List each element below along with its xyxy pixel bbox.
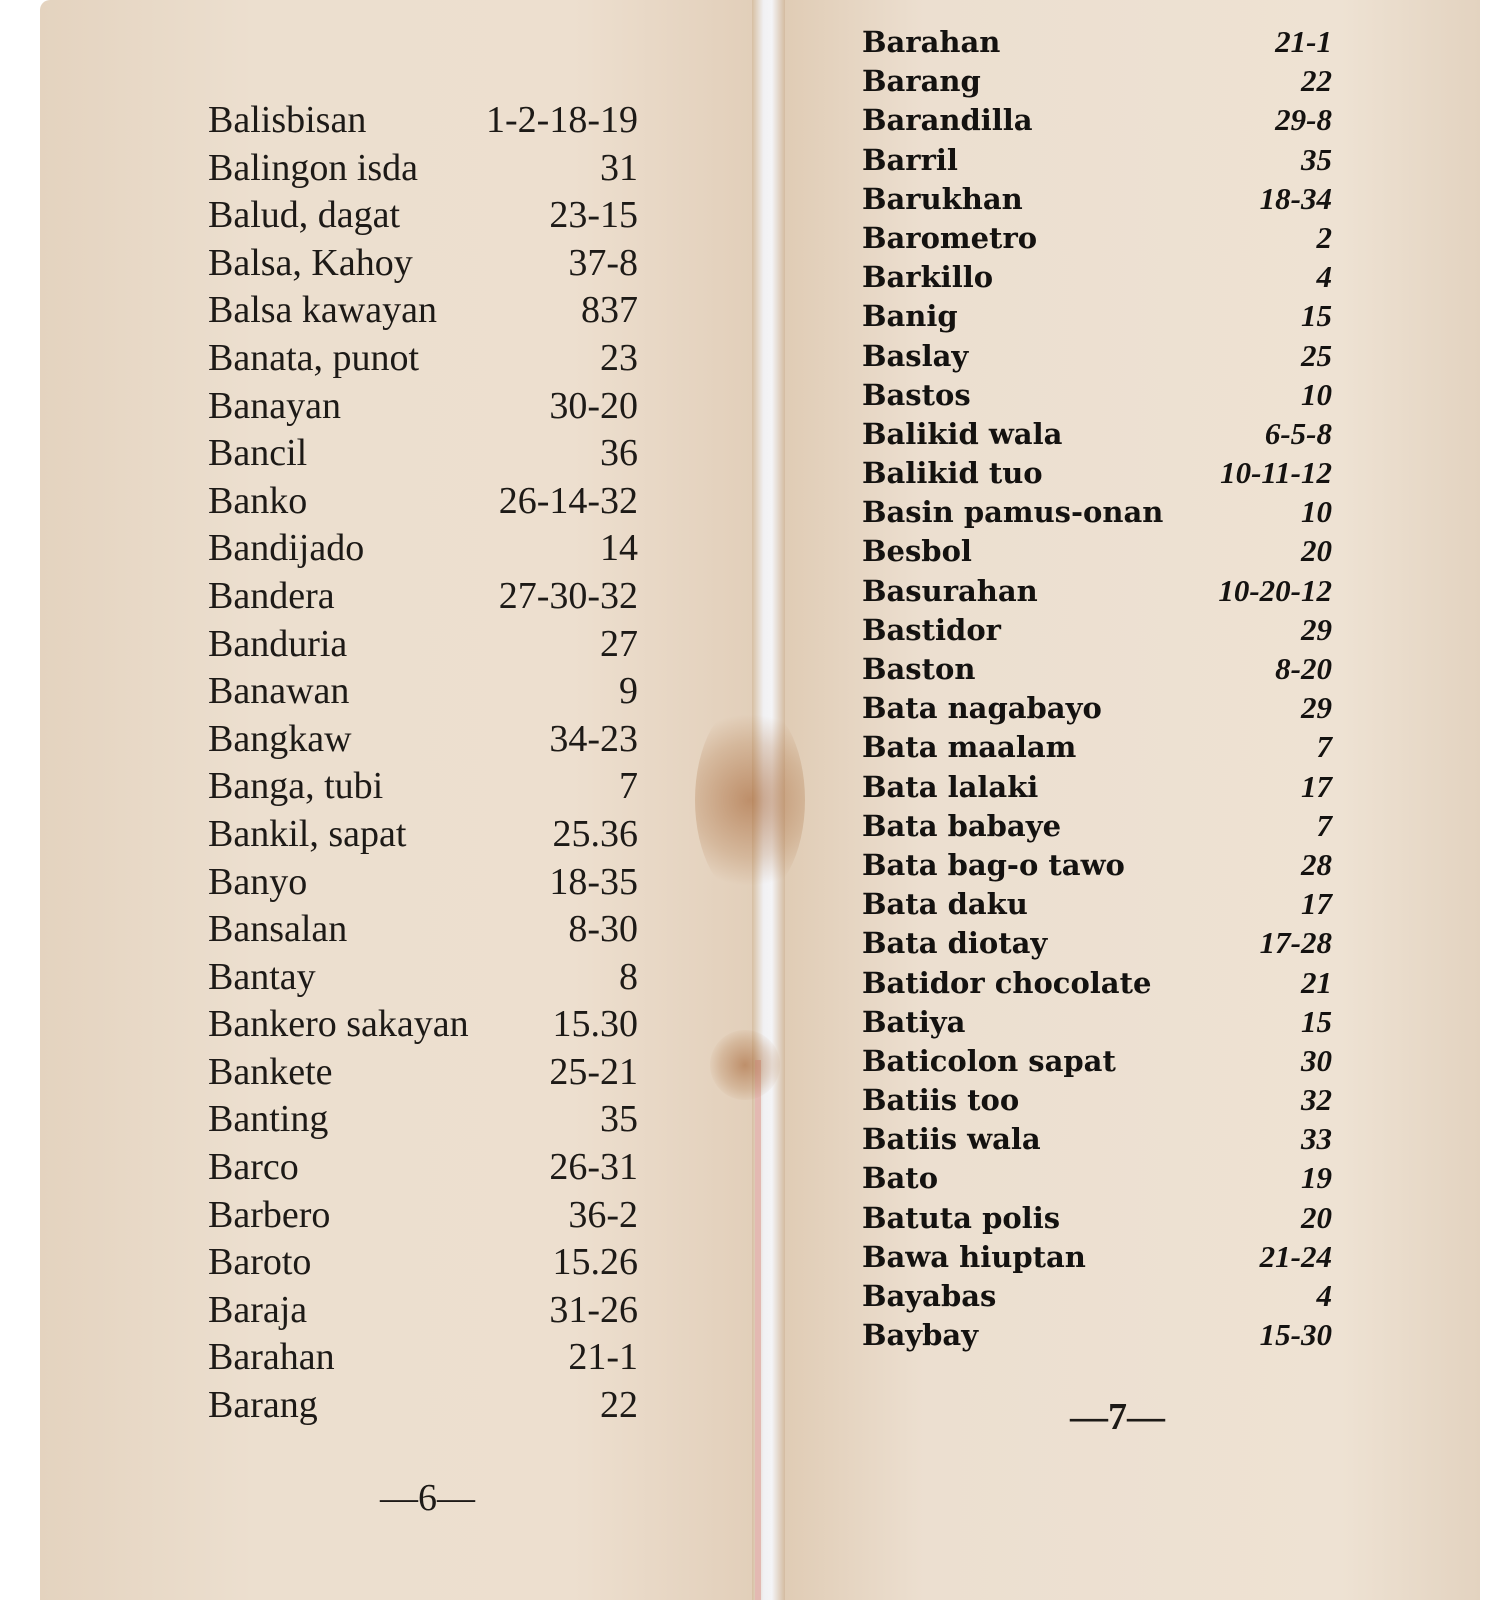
index-term: Baroto: [208, 1241, 312, 1284]
index-term: Bata bag-o tawo: [862, 847, 1125, 882]
index-entry: [862, 220, 1332, 259]
index-term: Bangkaw: [208, 717, 352, 760]
index-page-refs: 32: [1301, 1082, 1332, 1118]
index-term: Banata, punot: [208, 336, 420, 379]
index-term: Banting: [208, 1098, 329, 1141]
index-entry: [208, 479, 638, 527]
index-page-refs: 10-20-12: [1218, 572, 1332, 608]
index-term: Bata maalam: [862, 730, 1077, 765]
index-entry: [208, 1335, 638, 1383]
index-entry: [862, 965, 1332, 1004]
index-page-refs: 15.30: [552, 1003, 638, 1046]
index-entry: [862, 573, 1332, 612]
index-entry: [862, 1004, 1332, 1043]
index-entry: [208, 1240, 638, 1288]
index-page-refs: 25.36: [552, 812, 638, 855]
index-entry: [862, 808, 1332, 847]
index-entry: [862, 181, 1332, 220]
index-page-refs: 23: [600, 336, 638, 379]
index-term: Balsa, Kahoy: [208, 241, 413, 284]
index-entry: [208, 764, 638, 812]
stain-mark: [710, 1030, 780, 1100]
index-entry: [208, 669, 638, 717]
index-term: Baston: [862, 652, 976, 686]
index-page-refs: 37-8: [568, 241, 638, 284]
index-term: Banayan: [208, 384, 341, 427]
index-entry: [862, 925, 1332, 964]
index-entry: [862, 729, 1332, 768]
index-page-refs: 36: [600, 432, 638, 475]
index-entry: [208, 1383, 638, 1431]
index-page-refs: 6-5-8: [1264, 415, 1332, 451]
index-page-refs: 23-15: [549, 194, 638, 237]
index-page-refs: 15: [1301, 298, 1332, 334]
index-term: Batidor chocolate: [862, 965, 1152, 1000]
index-entry: [862, 1200, 1332, 1239]
index-term: Bantay: [208, 955, 316, 998]
index-page-refs: 25-21: [549, 1050, 638, 1093]
index-term: Baraja: [208, 1288, 308, 1331]
index-entry: [862, 1317, 1332, 1356]
index-term: Batuta polis: [862, 1200, 1061, 1235]
index-page-refs: 27-30-32: [498, 574, 638, 617]
spine-binding-thread: [755, 1060, 761, 1600]
index-entry: [208, 98, 638, 146]
index-page-refs: 21-24: [1259, 1238, 1332, 1274]
index-entry: [862, 690, 1332, 729]
index-term: Bawa hiuptan: [862, 1239, 1086, 1274]
index-page-refs: 21: [1301, 964, 1332, 1000]
index-term: Bastidor: [862, 612, 1001, 647]
index-entry: [862, 1160, 1332, 1199]
index-entry: [862, 1082, 1332, 1121]
index-page-refs: 837: [581, 289, 638, 332]
index-term: Banawan: [208, 670, 350, 713]
index-entry: [208, 526, 638, 574]
index-page-refs: 30-20: [549, 384, 638, 427]
index-entry: [862, 533, 1332, 572]
index-entry: [862, 455, 1332, 494]
index-term: Baybay: [862, 1318, 979, 1353]
index-entry: [862, 612, 1332, 651]
index-term: Balikid tuo: [862, 456, 1043, 491]
index-entry: [862, 298, 1332, 337]
index-term: Basurahan: [862, 573, 1038, 608]
index-page-refs: 8: [619, 955, 638, 998]
index-entry: [862, 338, 1332, 377]
index-term: Banga, tubi: [208, 765, 384, 808]
index-term: Bata babaye: [862, 808, 1062, 843]
index-entry: [208, 1145, 638, 1193]
index-page-refs: 17: [1301, 768, 1332, 804]
index-term: Bata diotay: [862, 926, 1048, 961]
index-page-refs: 4: [1316, 1278, 1332, 1313]
index-term: Barang: [862, 64, 981, 99]
index-term: Bata nagabayo: [862, 691, 1102, 726]
index-page-refs: 20: [1301, 1199, 1332, 1235]
index-term: Bandijado: [208, 527, 365, 570]
index-term: Bastos: [862, 377, 971, 412]
index-page-refs: 25: [1301, 337, 1332, 373]
index-entry: [208, 384, 638, 432]
index-entry: [862, 1278, 1332, 1317]
index-entry: [862, 416, 1332, 455]
index-page-refs: 35: [1301, 141, 1332, 177]
index-entry: [208, 1050, 638, 1098]
index-term: Baticolon sapat: [862, 1043, 1116, 1078]
index-page-refs: 14: [600, 527, 638, 570]
index-page-refs: 15-30: [1259, 1317, 1332, 1353]
index-entry: [862, 102, 1332, 141]
index-term: Balud, dagat: [208, 194, 401, 237]
index-entry: [862, 63, 1332, 102]
index-term: Bata daku: [862, 887, 1028, 922]
index-page-refs: 26-31: [549, 1146, 638, 1189]
page-number-left: —6—: [380, 1477, 475, 1519]
index-page-refs: 17: [1301, 886, 1332, 922]
page-number-right: —7—: [1070, 1396, 1165, 1438]
index-term: Barometro: [862, 220, 1038, 255]
index-entry: [208, 1097, 638, 1145]
index-page-refs: 21-1: [1275, 24, 1332, 59]
index-entry: [862, 847, 1332, 886]
index-term: Barang: [208, 1384, 318, 1427]
index-term: Baslay: [862, 338, 969, 373]
index-page-refs: 31-26: [549, 1288, 638, 1331]
index-term: Bansalan: [208, 908, 348, 951]
index-term: Bato: [862, 1161, 939, 1196]
index-page-refs: 22: [600, 1384, 638, 1427]
index-page-refs: 4: [1316, 259, 1332, 295]
index-term: Banduria: [208, 622, 348, 665]
index-term: Barco: [208, 1146, 299, 1189]
index-entry: [208, 146, 638, 194]
index-term: Batiis wala: [862, 1122, 1041, 1157]
index-term: Basin pamus-onan: [862, 495, 1164, 530]
index-term: Bankil, sapat: [208, 812, 407, 855]
index-entry: [208, 1288, 638, 1336]
index-page-refs: 35: [600, 1098, 638, 1141]
index-entry: [862, 142, 1332, 181]
index-page-refs: 2: [1316, 219, 1332, 255]
index-term: Barril: [862, 142, 958, 177]
index-entry: [862, 494, 1332, 533]
index-entry: [862, 1043, 1332, 1082]
index-page-refs: 15.26: [552, 1241, 638, 1284]
index-page-refs: 29: [1301, 611, 1332, 647]
index-entry: [208, 193, 638, 241]
index-term: Bandera: [208, 574, 335, 617]
index-entry: [862, 1239, 1332, 1278]
index-page-refs: 15: [1301, 1003, 1332, 1039]
index-entry: [208, 622, 638, 670]
index-page-refs: 29-8: [1275, 102, 1332, 138]
index-entry: [208, 431, 638, 479]
index-entry: [862, 24, 1332, 63]
index-entry: [208, 1193, 638, 1241]
index-page-refs: 10: [1301, 376, 1332, 412]
index-entry: [208, 907, 638, 955]
index-term: Bankero sakayan: [208, 1003, 469, 1046]
index-term: Barahan: [208, 1336, 335, 1379]
index-term: Barukhan: [862, 181, 1023, 216]
index-page-refs: 18-35: [549, 860, 638, 903]
index-page-refs: 21-1: [568, 1336, 638, 1379]
index-page-refs: 10: [1301, 494, 1332, 530]
left-index-list: [208, 98, 638, 1431]
index-entry: [208, 955, 638, 1003]
index-term: Banko: [208, 479, 308, 522]
index-term: Batiya: [862, 1004, 966, 1039]
index-entry: [862, 1121, 1332, 1160]
index-entry: [208, 860, 638, 908]
stain-mark: [695, 700, 805, 900]
index-term: Bankete: [208, 1050, 333, 1093]
index-page-refs: 18-34: [1259, 180, 1332, 216]
index-page-refs: 30: [1301, 1042, 1332, 1078]
index-term: Barahan: [862, 25, 1001, 59]
index-page-refs: 8-20: [1275, 651, 1332, 686]
index-page-refs: 17-28: [1259, 925, 1332, 961]
index-term: Barkillo: [862, 260, 994, 295]
index-page-refs: 8-30: [568, 908, 638, 951]
index-term: Barbero: [208, 1193, 331, 1236]
index-term: Batiis too: [862, 1083, 1020, 1118]
index-page-refs: 31: [600, 146, 638, 189]
index-page-refs: 10-11-12: [1220, 455, 1332, 491]
index-page-refs: 26-14-32: [498, 479, 638, 522]
index-entry: [208, 336, 638, 384]
right-index-list: [862, 24, 1332, 1356]
index-entry: [862, 259, 1332, 298]
index-entry: [862, 377, 1332, 416]
index-page-refs: 22: [1301, 63, 1332, 99]
index-entry: [862, 769, 1332, 808]
index-entry: [862, 886, 1332, 925]
index-term: Balikid wala: [862, 416, 1063, 451]
index-page-refs: 33: [1301, 1121, 1332, 1157]
index-page-refs: 9: [619, 670, 638, 713]
index-term: Barandilla: [862, 103, 1033, 138]
index-entry: [208, 1002, 638, 1050]
index-entry: [862, 651, 1332, 690]
index-page-refs: 34-23: [549, 717, 638, 760]
index-term: Balingon isda: [208, 146, 419, 189]
index-entry: [208, 812, 638, 860]
index-term: Banig: [862, 299, 958, 334]
index-term: Bayabas: [862, 1279, 997, 1313]
index-page-refs: 36-2: [568, 1193, 638, 1236]
index-page-refs: 28: [1301, 846, 1332, 882]
index-term: Balsa kawayan: [208, 289, 437, 332]
index-entry: [208, 574, 638, 622]
index-page-refs: 7: [1316, 729, 1332, 765]
index-entry: [208, 241, 638, 289]
index-page-refs: 20: [1301, 533, 1332, 569]
index-page-refs: 29: [1301, 690, 1332, 726]
index-page-refs: 1-2-18-19: [486, 99, 638, 141]
index-entry: [208, 288, 638, 336]
index-page-refs: 7: [1316, 807, 1332, 843]
index-page-refs: 7: [619, 765, 638, 808]
index-term: Besbol: [862, 534, 972, 569]
index-term: Bata lalaki: [862, 769, 1039, 804]
index-page-refs: 27: [600, 622, 638, 665]
index-page-refs: 19: [1301, 1160, 1332, 1196]
index-term: Balisbisan: [208, 99, 367, 141]
index-term: Bancil: [208, 432, 308, 475]
index-entry: [208, 717, 638, 765]
index-term: Banyo: [208, 860, 308, 903]
